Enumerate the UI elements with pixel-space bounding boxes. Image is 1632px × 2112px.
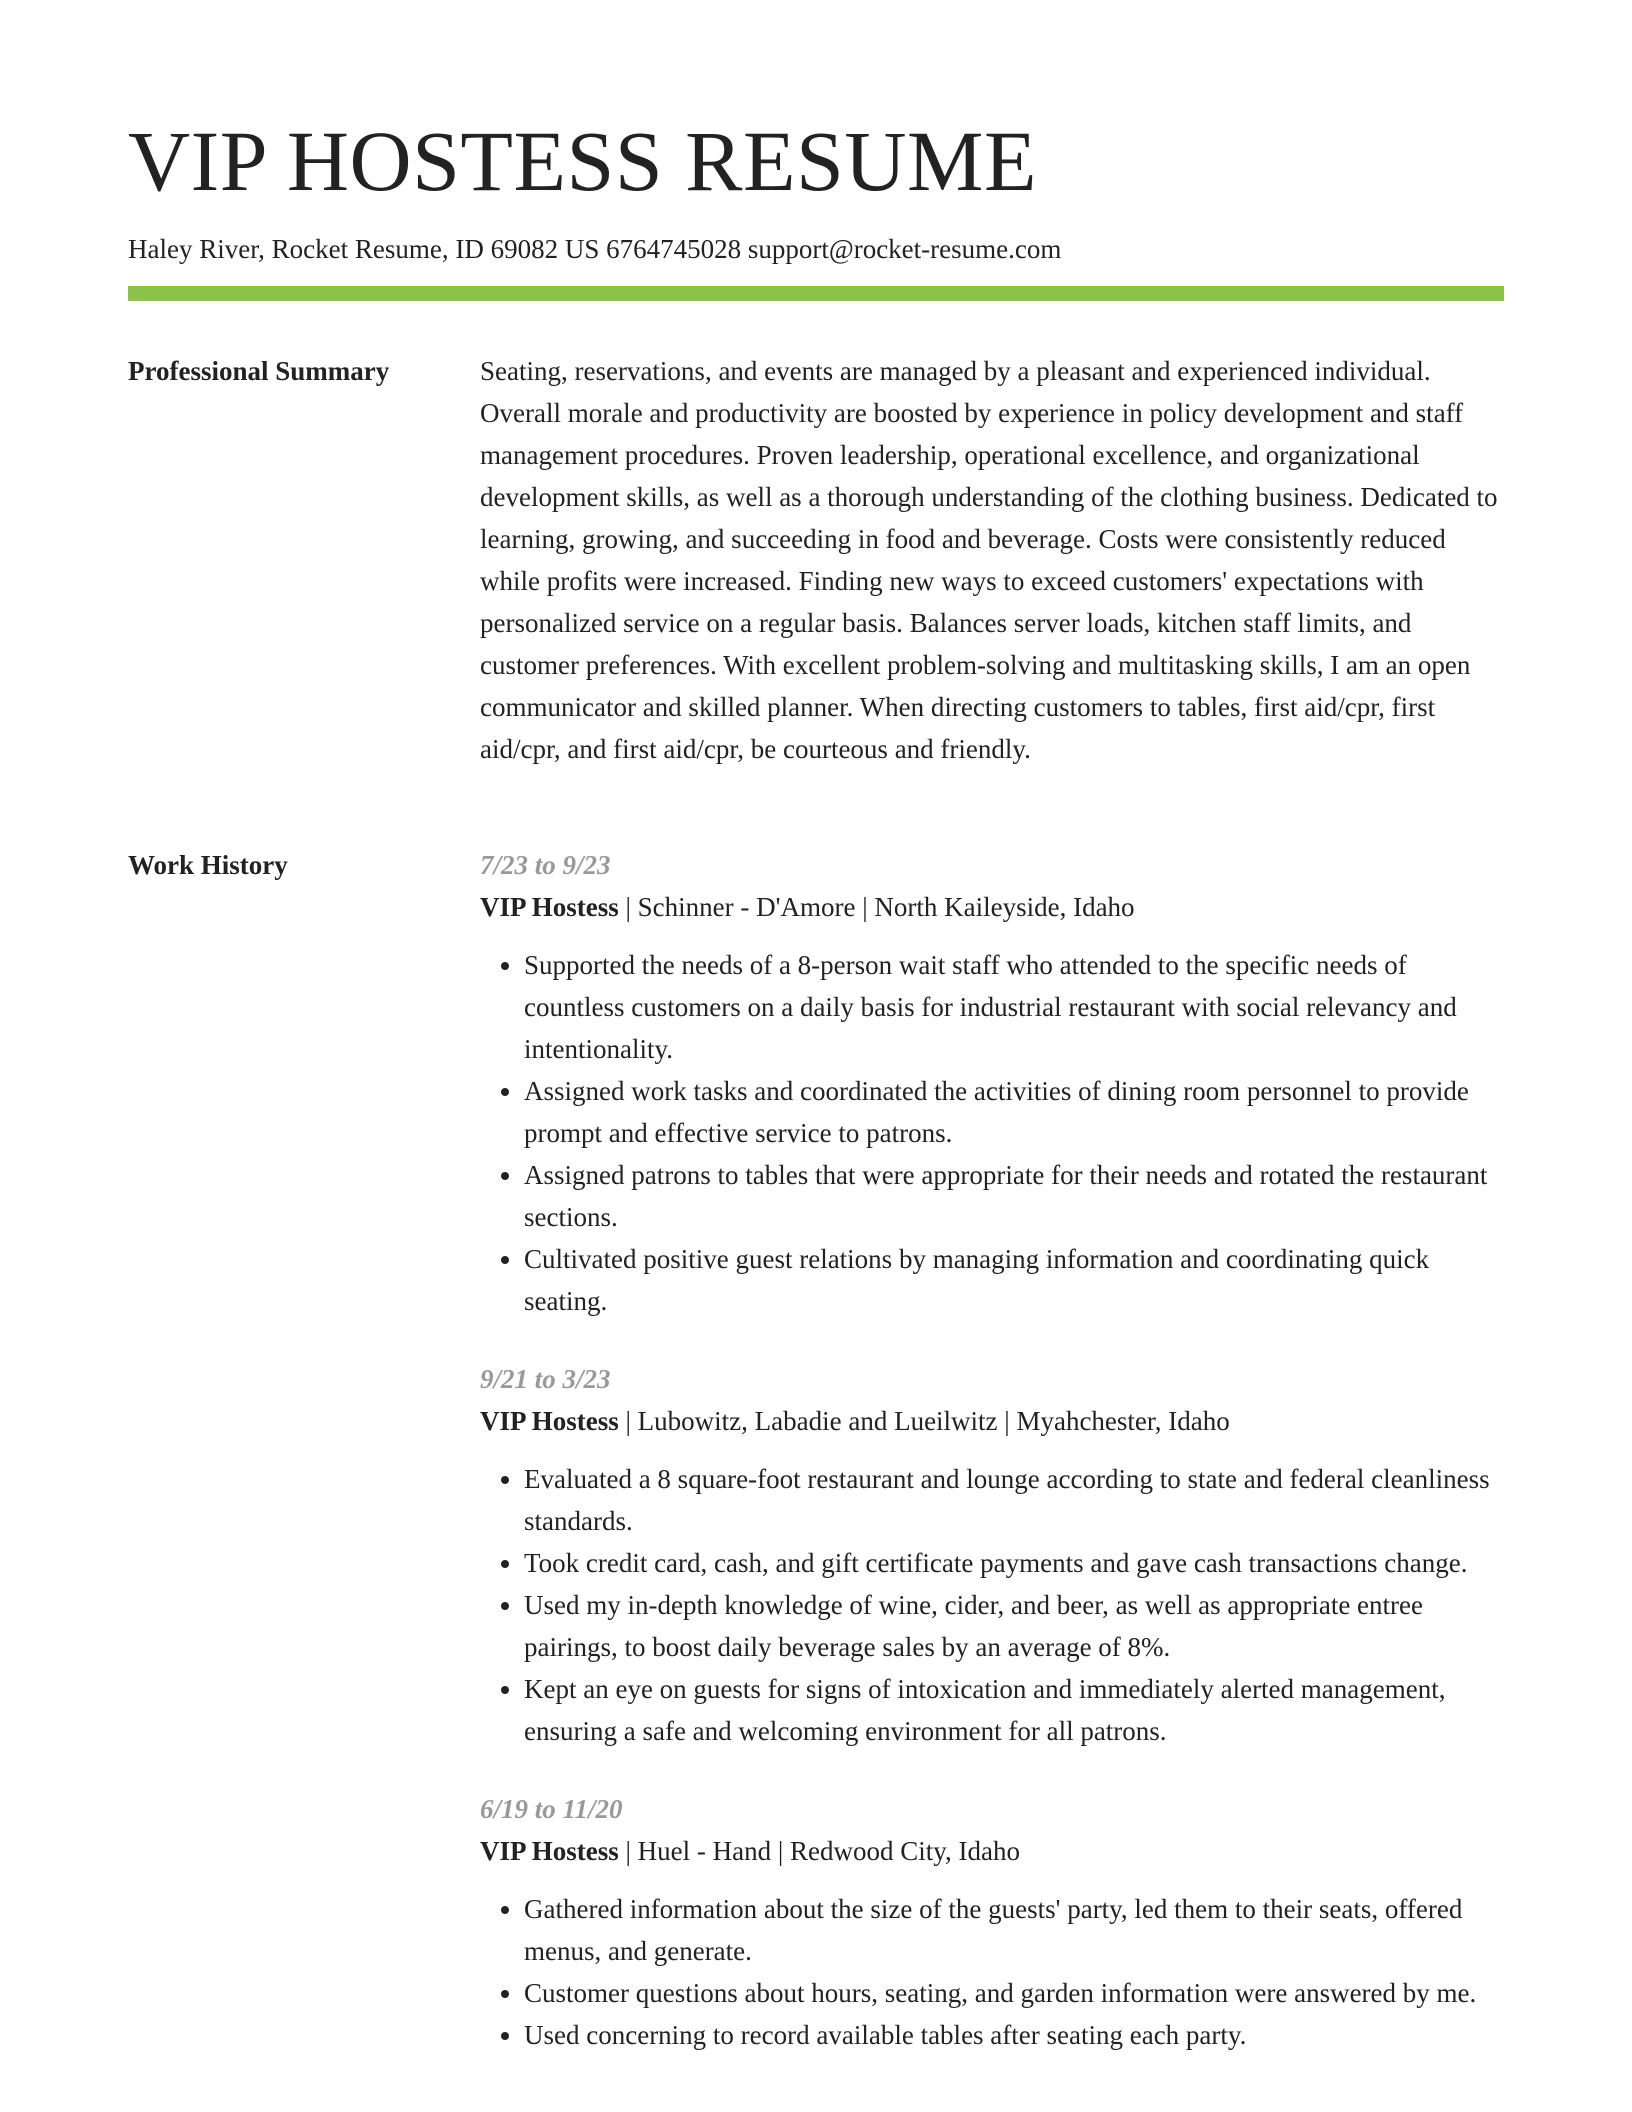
job-details: | Huel - Hand | Redwood City, Idaho	[618, 1836, 1021, 1866]
job-details: | Lubowitz, Labadie and Lueilwitz | Myahchester, Idaho	[618, 1406, 1230, 1436]
work-history-body	[480, 844, 1504, 2092]
job-bullet: • Took credit card, cash, and gift certificate payments and gave cash transactions change.	[524, 1542, 1504, 1584]
job-bullet: • Customer questions about hours, seating, and garden information were answered by me.	[524, 1972, 1504, 2014]
job-bullets	[480, 1888, 1504, 2056]
contact-line: Haley River, Rocket Resume, ID 69082 US 6764745028 support@rocket-resume.com	[128, 234, 1062, 264]
job-bullet: • Kept an eye on guests for signs of intoxication and immediately alerted management, ensuring a safe and welcoming environment for all patrons.	[524, 1668, 1504, 1752]
job-heading	[480, 1830, 1504, 1872]
summary-text: Seating, reservations, and events are managed by a pleasant and experienced individual. Overall morale and productivity are boosted by experience in policy development and staff management procedures. Proven leadership, operational excellence, and organizational development skills, as well as a thorough understanding of the clothing business. Dedicated to learning, growing, and succeeding in food and beverage. Costs were consistently reduced while profits were increased. Finding new ways to exceed customers' expectations with personalized service on a regular basis. Balances server loads, kitchen staff limits, and customer preferences. With excellent problem-solving and multitasking skills, I am an open communicator and skilled planner. When directing customers to tables, first aid/cpr, first aid/cpr, and first aid/cpr, be courteous and friendly.	[480, 356, 1498, 764]
job-bullet: • Used concerning to record available tables after seating each party.	[524, 2014, 1504, 2056]
job-bullet: • Evaluated a 8 square-foot restaurant and lounge according to state and federal cleanliness standards.	[524, 1458, 1504, 1542]
job-bullets	[480, 1458, 1504, 1752]
job-heading	[480, 1400, 1504, 1442]
section-label-summary: Professional Summary	[128, 356, 390, 386]
job-bullet: • Cultivated positive guest relations by managing information and coordinating quick seating.	[524, 1238, 1504, 1322]
job-entry	[480, 844, 1504, 1322]
job-entry	[480, 1358, 1504, 1752]
job-dates: 7/23 to 9/23	[480, 850, 611, 880]
summary-body	[480, 350, 1504, 770]
job-title: VIP Hostess	[480, 892, 619, 922]
section-label-work-history: Work History	[128, 850, 288, 880]
job-heading	[480, 886, 1504, 928]
job-dates: 6/19 to 11/20	[480, 1794, 623, 1824]
job-title: VIP Hostess	[480, 1836, 619, 1866]
job-bullet: • Supported the needs of a 8-person wait staff who attended to the specific needs of countless customers on a daily basis for industrial restaurant with social relevancy and intentionality.	[524, 944, 1504, 1070]
job-bullet: • Gathered information about the size of the guests' party, led them to their seats, offered menus, and generate.	[524, 1888, 1504, 1972]
job-title: VIP Hostess	[480, 1406, 619, 1436]
job-bullet: • Assigned work tasks and coordinated the activities of dining room personnel to provide prompt and effective service to patrons.	[524, 1070, 1504, 1154]
job-bullets	[480, 944, 1504, 1322]
job-dates: 9/21 to 3/23	[480, 1364, 611, 1394]
job-bullet: • Assigned patrons to tables that were appropriate for their needs and rotated the restaurant sections.	[524, 1154, 1504, 1238]
job-details: | Schinner - D'Amore | North Kaileyside, Idaho	[618, 892, 1135, 922]
resume-title: VIP HOSTESS RESUME	[128, 113, 1037, 209]
job-entry	[480, 1788, 1504, 2056]
job-bullet: • Used my in-depth knowledge of wine, cider, and beer, as well as appropriate entree pairings, to boost daily beverage sales by an average of 8%.	[524, 1584, 1504, 1668]
header-divider	[128, 286, 1504, 301]
